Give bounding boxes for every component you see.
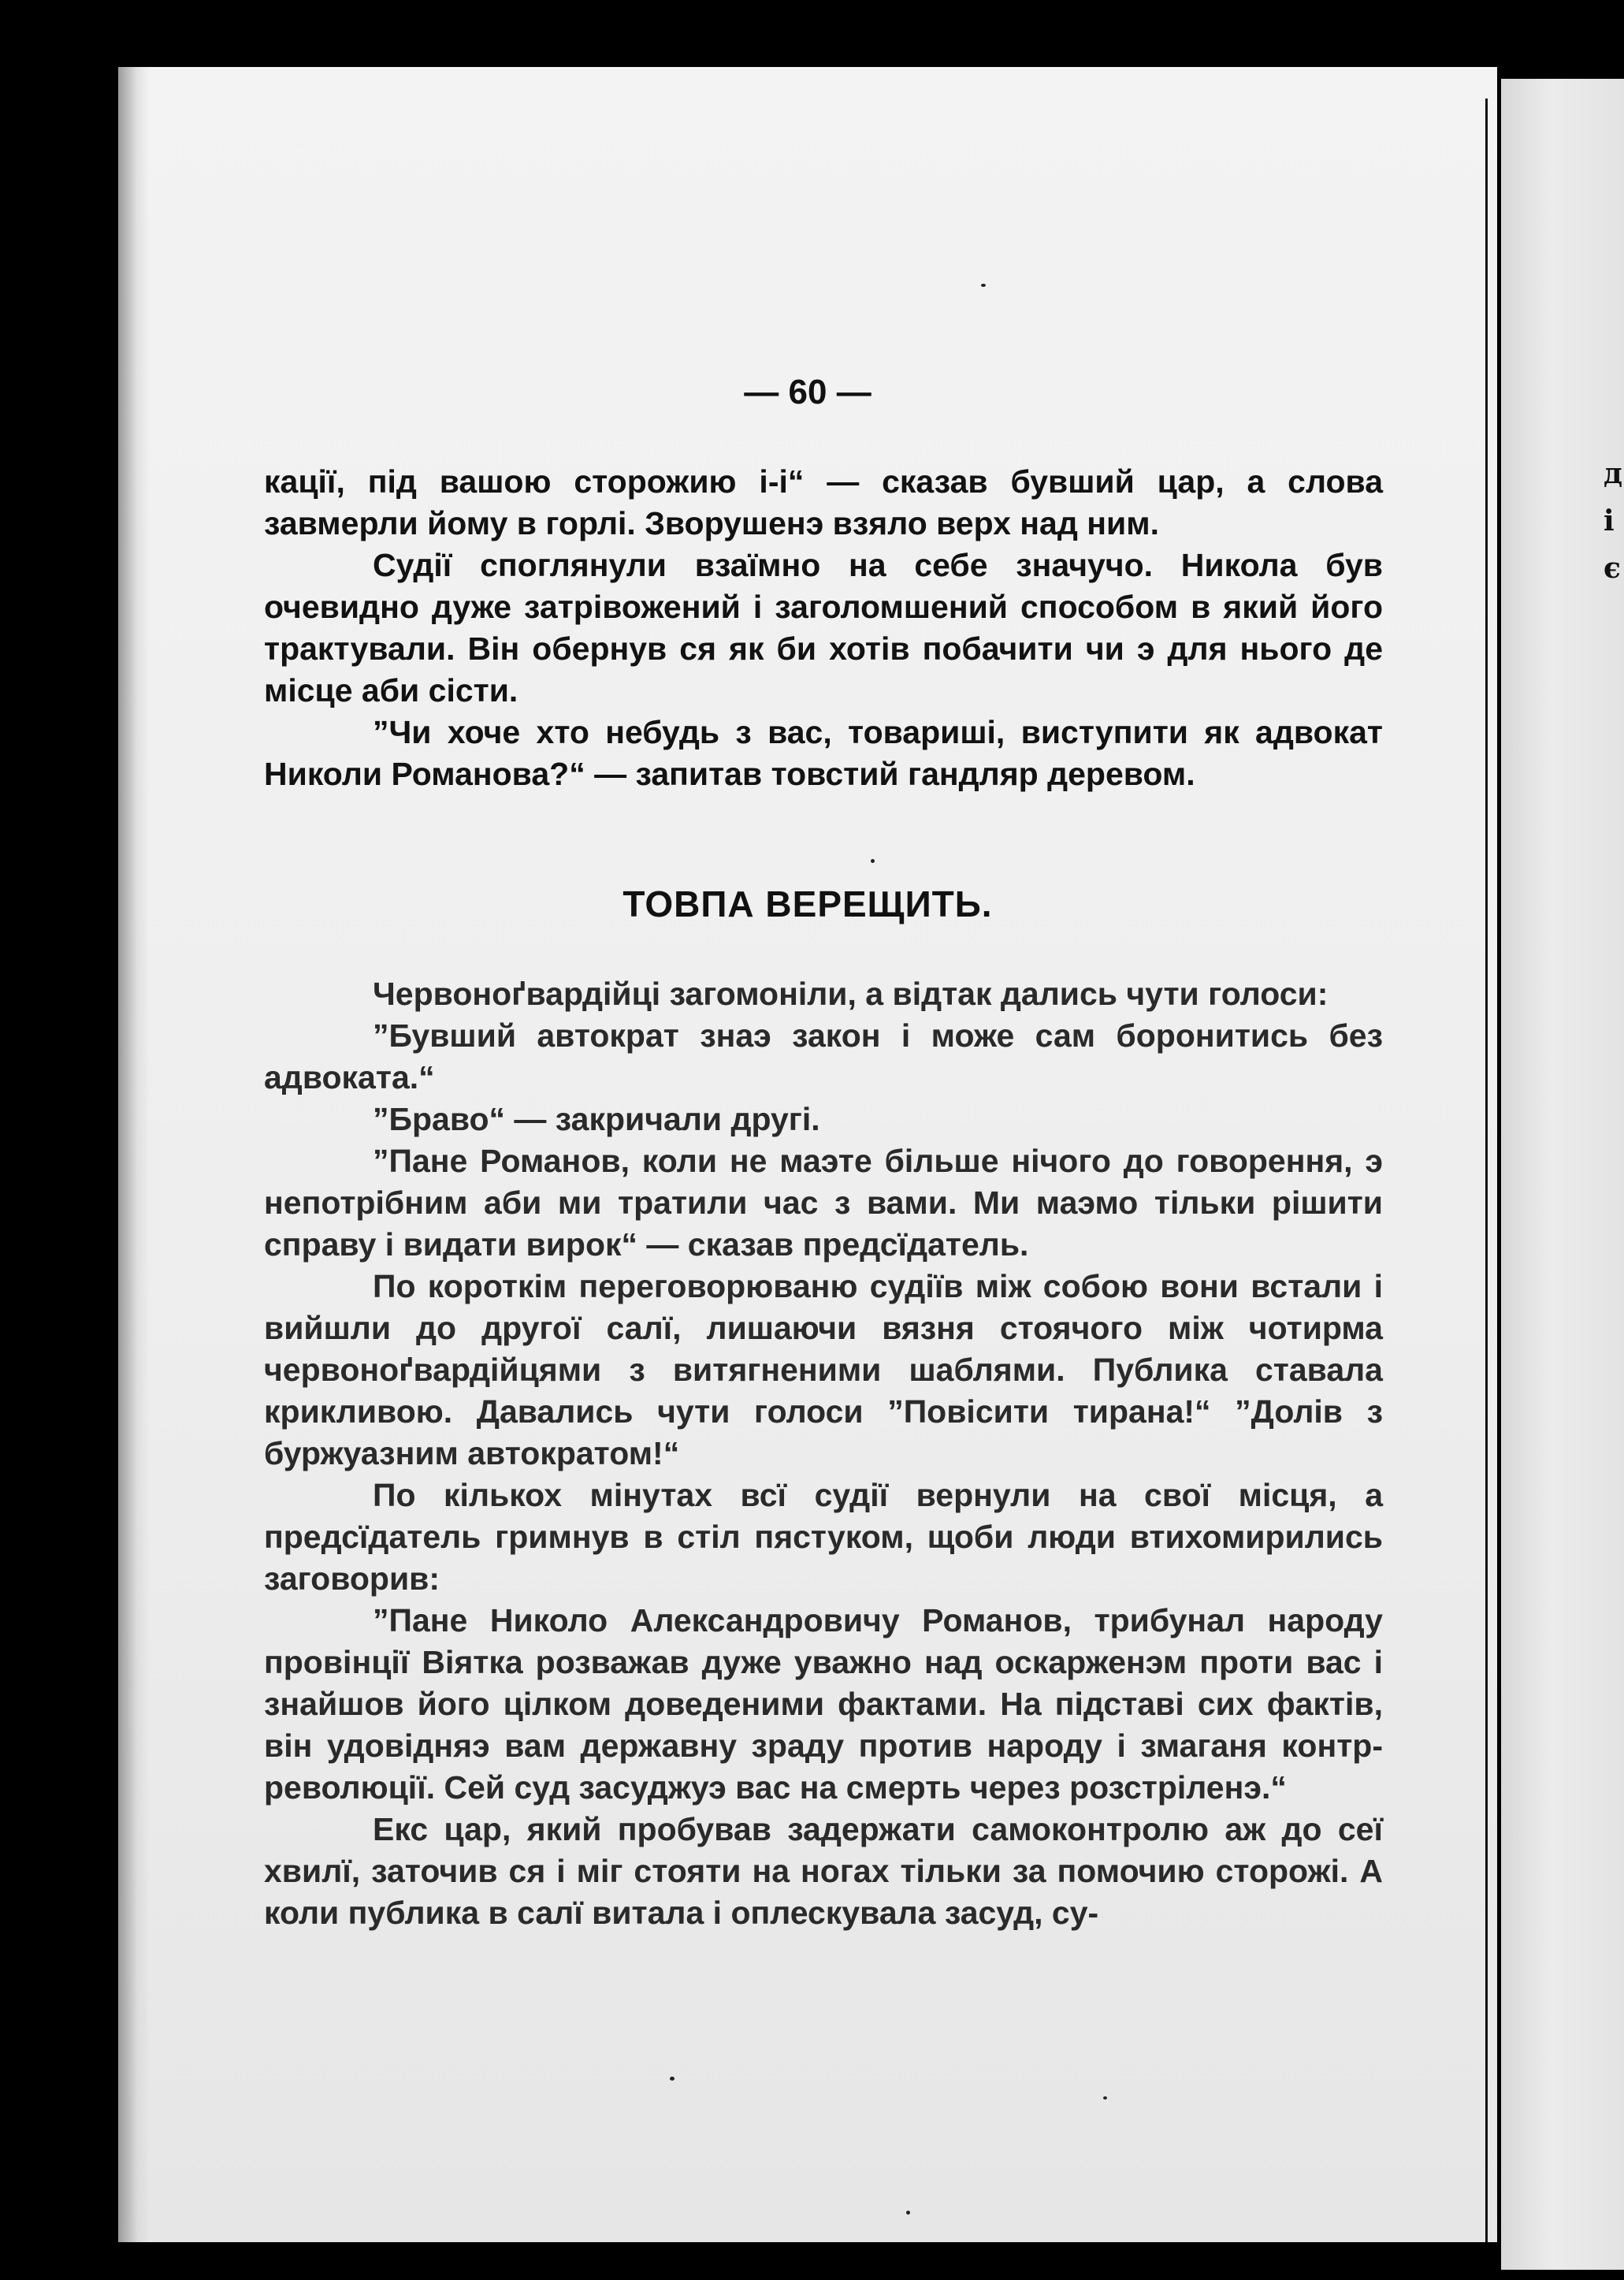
scan-speck (981, 284, 986, 287)
body-text (264, 973, 1383, 1934)
page-fold-line (1485, 99, 1488, 2242)
section-heading: ТОВПА ВЕРЕЩИТЬ. (622, 883, 993, 924)
page-number: — 60 — (744, 373, 871, 411)
book-page (118, 67, 1497, 2242)
scan-speck (1103, 2096, 1107, 2100)
paragraph: Екс цар, який пробував задержати самоконтролю аж до сеї хвилї, заточив ся і міг стояти на ногах тільки за помочию сторожі. А коли публика в салї витала і оплескувала засуд, су- (264, 1811, 1383, 1931)
adjacent-page-letter: і (1604, 504, 1615, 537)
paragraph: По короткім переговорюваню судіїв між собою вони встали і вийшли до другої салї, лишаючи вязня стоячого між чотирма червоноґвардійцями з витягненими шаблями. Публика ставала крикливою. Давались чути голоси ”Повісити тирана!“ ”Долів з буржуазним автократом!“ (264, 1268, 1383, 1471)
scan-speck (906, 2211, 910, 2215)
opening-text (264, 461, 1383, 795)
paragraph: кації, під вашою сторожию і-і“ — сказав бувший цар, а слова завмерли йому в горлі. Зворушенэ взяло верх над ним. (264, 463, 1383, 541)
paragraph: Судії споглянули взаїмно на себе значучо. Никола був очевидно дуже затрівожений і заголомшений способом в який його трактували. Він обернув ся як би хотів побачити чи э для нього де місце аби сісти. (264, 547, 1383, 709)
paragraph: ”Бувший автократ знаэ закон і може сам боронитись без адвоката.“ (264, 1017, 1383, 1095)
paragraph: Червоноґвардійці загомоніли, а відтак дались чути голоси: (373, 976, 1329, 1012)
adjacent-page-letter: д (1604, 457, 1622, 490)
adjacent-page-edge (1501, 79, 1624, 2270)
paragraph: ”Пане Николо Александровичу Романов, трибунал народу провінції Віятка розважав дуже уважно над оскарженэм проти вас і знайшов його цілком доведеними фактами. На підставі сих фактів, він удовідняэ вам державну зраду против народу і змаганя контр-революції. Сей суд засуджуэ вас на смерть через розстріленэ.“ (264, 1602, 1383, 1806)
adjacent-page-letter: є (1604, 552, 1621, 585)
scan-speck (670, 2077, 674, 2081)
scan-speck (871, 859, 875, 863)
paragraph: ”Пане Романов, коли не маэте більше нічого до говорення, э непотрібним аби ми тратили час з вами. Ми маэмо тільки рішити справу і видати вирок“ — сказав предсїдатель. (264, 1143, 1383, 1263)
paragraph: ”Чи хоче хто небудь з вас, товариші, виступити як адвокат Николи Романова?“ — запитав товстий гандляр деревом. (264, 714, 1383, 792)
paragraph: По кількох мінутах всї судії вернули на свої місця, а предсїдатель гримнув в стіл пястуком, щоби люди втихомирились заговорив: (264, 1477, 1383, 1597)
paragraph: ”Браво“ — закричали другі. (373, 1101, 820, 1137)
